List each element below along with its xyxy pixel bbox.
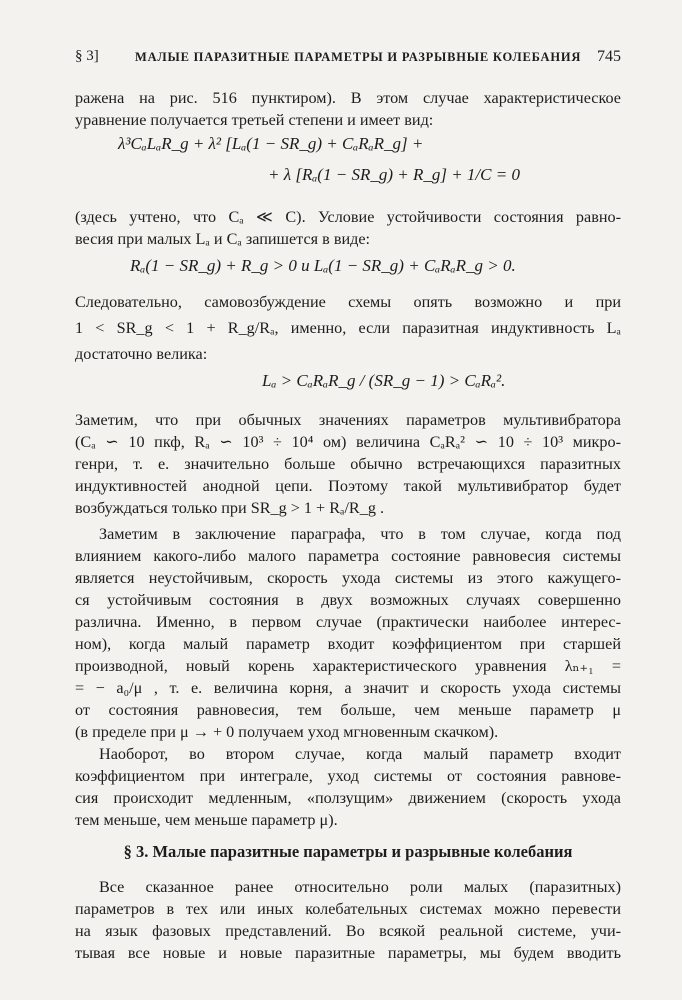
equation-cubic-line1: λ³CₐLₐR_g + λ² [Lₐ(1 − SR_g) + CₐRₐR_g] +	[118, 134, 424, 153]
text-line: тем меньше, чем меньше параметр μ).	[75, 811, 338, 829]
text-line: (здесь учтено, что Cₐ ≪ C). Условие устойчивости состояния равно-	[75, 208, 621, 226]
text-line: различна. Именно, в первом случае (практически наиболее интерес-	[75, 613, 621, 631]
text-line: ном), когда малый параметр входит коэффициентом при старшей	[75, 635, 621, 653]
text-line: производной, новый корень характеристического уравнения λₙ₊₁ =	[75, 657, 621, 675]
section-heading: § 3. Малые паразитные параметры и разрывные колебания	[123, 842, 573, 861]
equation-inductance: Lₐ > CₐRₐR_g / (SR_g − 1) > CₐRₐ².	[262, 371, 506, 390]
text-line: достаточно велика:	[75, 345, 208, 363]
text-line: Следовательно, самовозбуждение схемы опять возможно и при	[75, 293, 621, 311]
text-line: = − a₀/μ , т. е. величина корня, а значит и скорость ухода системы	[75, 679, 621, 697]
text-line: (Cₐ ∽ 10 пкф, Rₐ ∽ 10³ ÷ 10⁴ ом) величина CₐRₐ² ∽ 10 ÷ 10³ микро-	[75, 433, 621, 451]
text-line: влиянием какого-либо малого параметра состояние равновесия системы	[75, 547, 621, 565]
text-line: коэффициентом при интеграле, уход системы от состояния равнове-	[75, 767, 621, 785]
page-number: 745	[597, 48, 621, 65]
text-line: 1 < SR_g < 1 + R_g/Rₐ, именно, если паразитная индуктивность Lₐ	[75, 319, 621, 337]
equation-cubic-line2: + λ [Rₐ(1 − SR_g) + R_g] + 1/C = 0	[268, 165, 520, 184]
text-line: уравнение получается третьей степени и имеет вид:	[75, 111, 434, 129]
text-line: (в пределе при μ → + 0 получаем уход мгновенным скачком).	[75, 723, 499, 741]
text-line: возбуждаться только при SR_g > 1 + Rₐ/R_g .	[75, 499, 385, 517]
text-line: является неустойчивым, скорость ухода системы из этого кажущего-	[75, 569, 621, 587]
text-line: генри, т. е. значительно больше обычно встречающихся паразитных	[75, 455, 621, 473]
text-line: Заметим в заключение параграфа, что в том случае, когда под	[99, 525, 621, 543]
text-line: ражена на рис. 516 пунктиром). В этом случае характеристическое	[75, 89, 621, 107]
equation-stability: Rₐ(1 − SR_g) + R_g > 0 и Lₐ(1 − SR_g) + CₐRₐR_g > 0.	[130, 256, 516, 275]
header-section-ref: § 3]	[75, 48, 99, 64]
text-line: параметров в тех или иных колебательных системах можно перевести	[75, 900, 621, 918]
text-line: весия при малых Lₐ и Cₐ запишется в виде:	[75, 230, 371, 248]
text-line: Все сказанное ранее относительно роли малых (паразитных)	[99, 878, 621, 896]
text-line: на язык фазовых представлений. Во всякой реальной системе, учи-	[75, 922, 621, 940]
text-line: индуктивностей анодной цепи. Поэтому такой мультивибратор будет	[75, 477, 621, 495]
text-line: ся устойчивым состояния в двух возможных случаях совершенно	[75, 591, 621, 609]
text-line: тывая все новые и новые паразитные параметры, мы будем вводить	[75, 944, 621, 962]
text-line: сия происходит медленным, «ползущим» движением (скорость ухода	[75, 789, 621, 807]
header-title: МАЛЫЕ ПАРАЗИТНЫЕ ПАРАМЕТРЫ И РАЗРЫВНЫЕ КОЛЕБАНИЯ	[135, 50, 582, 64]
text-line: от состояния равновесия, тем больше, чем меньше параметр μ	[75, 701, 621, 719]
text-line: Наоборот, во втором случае, когда малый параметр входит	[99, 745, 621, 763]
running-header	[75, 48, 621, 72]
text-line: Заметим, что при обычных значениях параметров мультивибратора	[75, 411, 621, 429]
